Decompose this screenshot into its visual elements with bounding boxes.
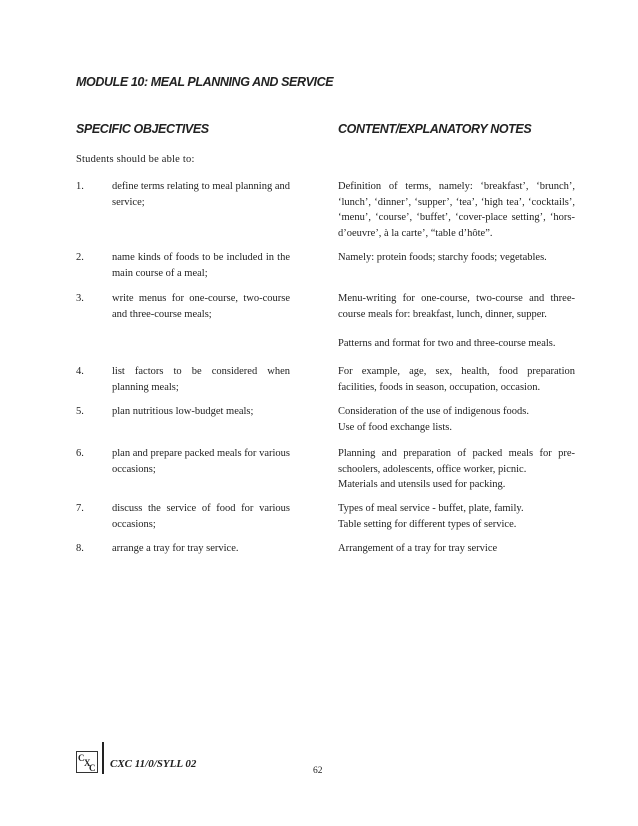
- note-line: Menu-writing for one-course, two-course and three-course meals for: breakfast, lunch, dinner, supper.: [338, 293, 575, 320]
- explanatory-notes: [338, 404, 575, 435]
- objective-text: plan nutritious low-budget meals;: [112, 406, 254, 417]
- explanatory-notes: [338, 541, 575, 557]
- explanatory-notes: [338, 179, 575, 241]
- svg-text:X: X: [84, 758, 91, 768]
- objectives-header: SPECIFIC OBJECTIVES: [76, 122, 209, 136]
- row-number: 8.: [76, 543, 84, 554]
- note-line: Consideration of the use of indigenous foods.: [338, 406, 530, 417]
- note-line: Types of meal service - buffet, plate, family.: [338, 503, 524, 514]
- objective-text: name kinds of foods to be included in the main course of a meal;: [112, 252, 290, 279]
- note-line: Use of food exchange lists.: [338, 421, 453, 433]
- explanatory-notes: [338, 250, 575, 266]
- row-number: 1.: [76, 181, 84, 192]
- notes-header: CONTENT/EXPLANATORY NOTES: [338, 122, 532, 136]
- cxc-logo-icon: [76, 751, 98, 773]
- explanatory-notes: [338, 291, 575, 352]
- objective-text: write menus for one-course, two-course and three-course meals;: [112, 293, 290, 320]
- svg-text:C: C: [89, 763, 96, 773]
- note-line: Table setting for different types of service.: [338, 518, 517, 530]
- row-number: 6.: [76, 448, 84, 459]
- svg-text:C: C: [78, 753, 85, 763]
- row-number: 3.: [76, 293, 84, 304]
- footer-divider: [102, 742, 104, 774]
- row-number: 2.: [76, 252, 84, 263]
- objective-text: plan and prepare packed meals for various occasions;: [112, 448, 290, 475]
- note-line: Patterns and format for two and three-course meals.: [338, 338, 556, 349]
- row-number: 5.: [76, 406, 84, 417]
- syllabus-code: CXC 11/0/SYLL 02: [110, 758, 197, 770]
- objective-text: define terms relating to meal planning and service;: [112, 181, 290, 208]
- objective-text: arrange a tray for tray service.: [112, 543, 239, 554]
- note-line: Planning and preparation of packed meals for pre-schoolers, adolescents, office worker, picnic.: [338, 448, 575, 475]
- explanatory-notes: [338, 446, 575, 493]
- row-number: 4.: [76, 366, 84, 377]
- note-line: Definition of terms, namely: ‘breakfast’, ‘brunch’, ‘lunch’, ‘dinner’, ‘supper’, ‘tea’, ‘high tea’, ‘cocktails’, ‘menu’, ‘course’, ‘buffet’, ‘cover-place setting’, ‘hors- d’oeuvre’, à la carte’, “table d’hôte”.: [338, 181, 575, 239]
- module-title: MODULE 10: MEAL PLANNING AND SERVICE: [76, 75, 334, 89]
- intro-text: Students should be able to:: [76, 154, 195, 165]
- objective-text: list factors to be considered when planning meals;: [112, 366, 290, 393]
- objective-text: discuss the service of food for various occasions;: [112, 503, 290, 530]
- page-number: 62: [313, 766, 323, 776]
- explanatory-notes: [338, 501, 575, 532]
- explanatory-notes: [338, 364, 575, 395]
- note-line: Materials and utensils used for packing.: [338, 479, 506, 490]
- row-number: 7.: [76, 503, 84, 514]
- note-line: Arrangement of a tray for tray service: [338, 543, 498, 554]
- note-line: Namely: protein foods; starchy foods; vegetables.: [338, 252, 547, 263]
- note-line: For example, age, sex, health, food preparation facilities, foods in season, occupation, occasion.: [338, 366, 575, 393]
